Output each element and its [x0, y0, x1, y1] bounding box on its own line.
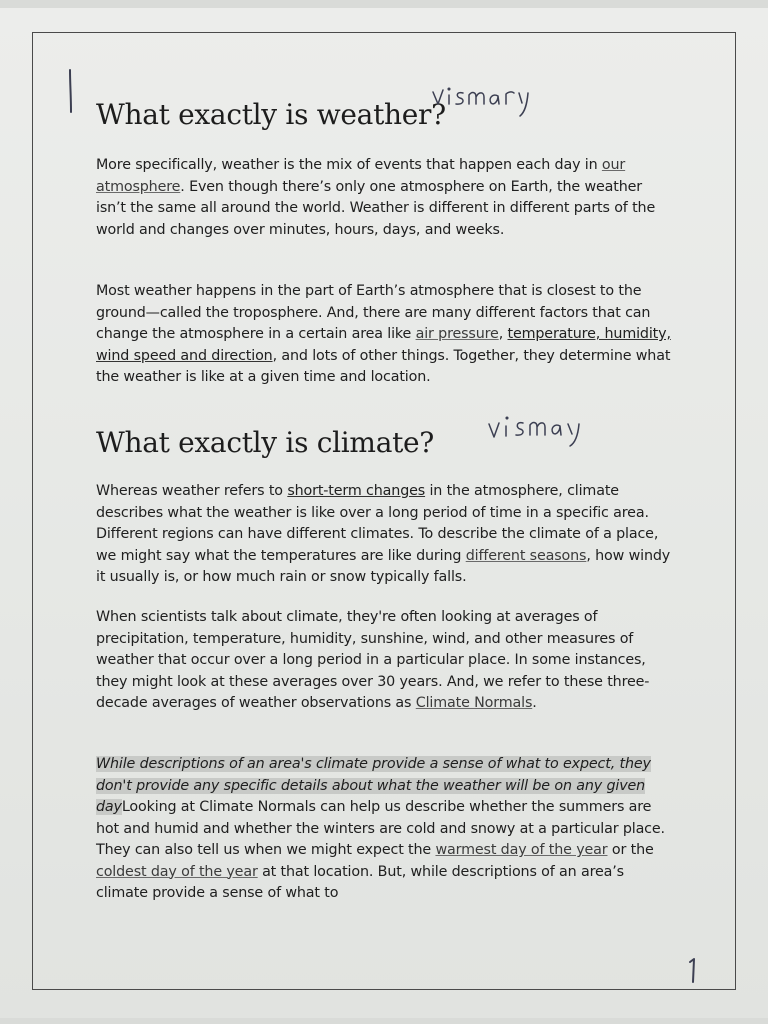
text-run: , how windy it usually is, or how much rain or snow typically falls. — [96, 547, 671, 585]
handwritten-signature-2 — [486, 404, 606, 448]
text-run: When scientists talk about climate, they're often looking at averages of precipitation, temperature, humidity, sunshine, wind, and other measures of weather that occur over a long period in a particular place. In some instances, they might look at these averages over 30 years. And, we refer to these three-decade averages of weather observations as — [96, 609, 650, 711]
link-short-term-changes[interactable]: short-term changes — [287, 483, 426, 499]
paragraph-weather-definition — [96, 155, 676, 241]
link-our-atmosphere[interactable]: our atmosphere — [96, 157, 626, 195]
text-run: Looking at Climate Normals can help us describe whether the summers are hot and humid and whether the winters are cold and snowy at a particular place. They can also tell us when we might expect the — [96, 799, 665, 858]
text-run: or the — [607, 842, 654, 858]
paragraph-climate-averages — [96, 607, 676, 715]
text-run: . And, there are many different factors that can change the atmosphere in a certain area like — [96, 304, 651, 342]
text-run: , — [498, 326, 508, 342]
handwritten-page-number — [686, 956, 700, 986]
paragraph-troposphere — [96, 281, 676, 389]
underlined-weather-factors[interactable]: temperature, humidity, wind speed and direction — [96, 326, 671, 364]
text-run: in the atmosphere, climate describes what the weather is like over a long period of time in a specific area. Different regions can have different climates. To describe the climate of a place, we might say what the temperatures are like during — [96, 483, 659, 564]
term-troposphere: troposphere — [233, 304, 319, 321]
text-run: Most weather happens in the part of Earth’s atmosphere that is closest to the ground—called the — [96, 283, 642, 321]
handwritten-signature-1 — [430, 78, 550, 118]
text-run: , and lots of other things. Together, they determine what the weather is like at a given time and location. — [96, 347, 671, 385]
text-run: at that location. But, while descriptions of an area’s climate provide a sense of what to — [96, 863, 624, 901]
link-air-pressure[interactable]: air pressure — [415, 326, 499, 342]
text-run: Whereas weather refers to — [96, 483, 288, 499]
link-climate-normals[interactable]: Climate Normals — [415, 695, 533, 711]
text-run: More specifically, weather is the mix of events that happen each day in — [96, 157, 602, 173]
paragraph-climate-definition — [96, 481, 676, 589]
heading-weather: What exactly is weather? — [96, 98, 446, 131]
margin-ink-stroke — [64, 68, 76, 118]
heading-climate: What exactly is climate? — [96, 426, 435, 459]
paragraph-climate-normals-usage — [96, 754, 676, 905]
highlighted-quote: While descriptions of an area's climate provide a sense of what to expect, they don't provide any specific details about what the weather will be on any given day — [96, 756, 651, 815]
text-run: . — [532, 695, 537, 711]
link-warmest-day[interactable]: warmest day of the year — [435, 842, 608, 858]
paper-sheet — [0, 8, 768, 1018]
link-different-seasons[interactable]: different seasons — [465, 547, 587, 564]
text-run: . Even though there’s only one atmosphere on Earth, the weather isn’t the same all around the world. Weather is different in different parts of the world and changes over minutes, hours, days, and weeks. — [96, 178, 656, 238]
link-coldest-day[interactable]: coldest day of the year — [96, 863, 258, 880]
